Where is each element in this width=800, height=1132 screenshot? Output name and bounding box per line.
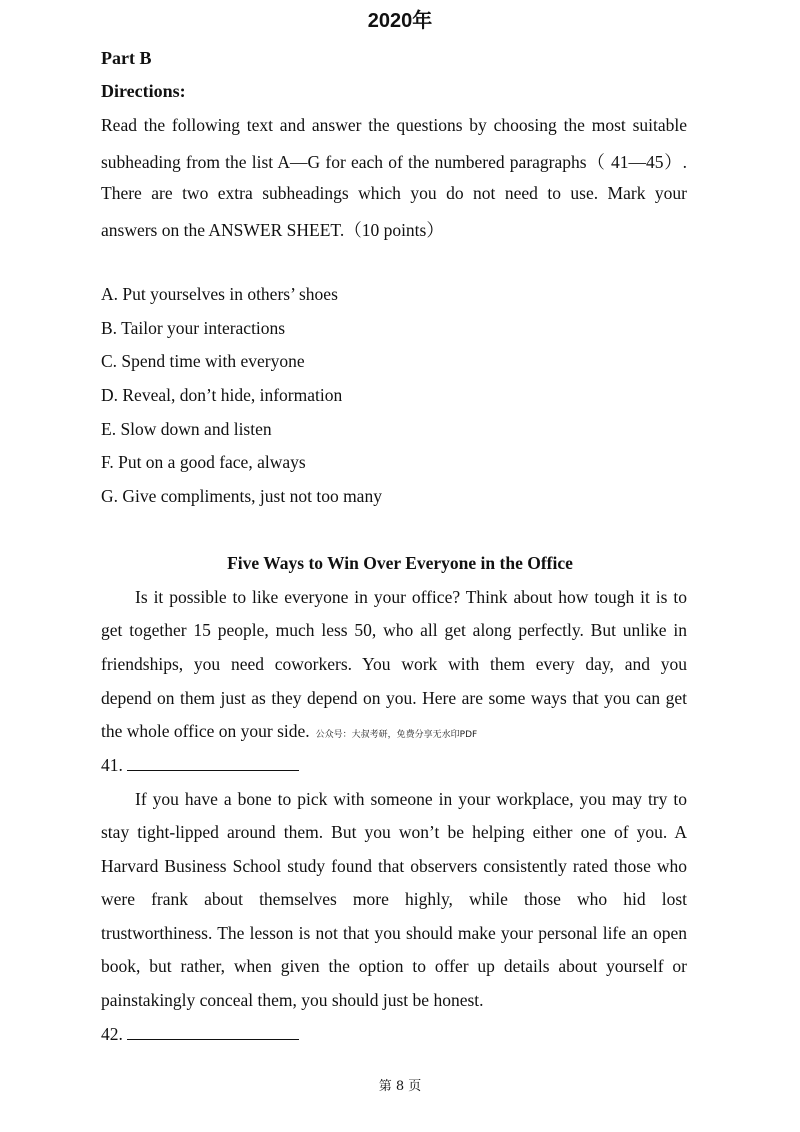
intro-text: the whole office on your side. [101, 721, 310, 741]
directions-line: subheading from the list A—G for each of the numbered paragraphs（ 41—45）. [101, 152, 687, 172]
article-title: Five Ways to Win Over Everyone in the Office [227, 553, 573, 573]
option-d: D. Reveal, don’t hide, information [101, 385, 343, 405]
paragraph-line: If you have a bone to pick with someone in your workplace, you may try to [135, 789, 687, 809]
intro-line: Is it possible to like everyone in your office? Think about how tough it is to [135, 587, 687, 607]
paragraph-line: stay tight-lipped around them. But you won’t be helping either one of you. A [101, 822, 687, 842]
question-42 [101, 1024, 299, 1045]
directions-heading: Directions: [101, 81, 186, 101]
part-heading: Part B [101, 48, 152, 68]
page-number: 第 8 页 [378, 1079, 422, 1094]
watermark-text: 公众号：大叔考研，免费分享无水印PDF [315, 730, 478, 740]
option-e: E. Slow down and listen [101, 419, 272, 439]
intro-line: get together 15 people, much less 50, who all get along perfectly. But unlike in [101, 620, 687, 640]
paragraph-line: painstakingly conceal them, you should just be honest. [101, 990, 484, 1010]
intro-line: friendships, you need coworkers. You work with them every day, and you [101, 654, 687, 674]
question-number: 42. [101, 1024, 123, 1044]
answer-blank[interactable] [127, 756, 299, 771]
option-g: G. Give compliments, just not too many [101, 486, 382, 506]
intro-line: depend on them just as they depend on you. Here are some ways that you can get [101, 688, 687, 708]
paragraph-line: Harvard Business School study found that observers consistently rated those who [101, 856, 687, 876]
option-b: B. Tailor your interactions [101, 318, 286, 338]
intro-line-last [101, 721, 687, 742]
option-f: F. Put on a good face, always [101, 452, 306, 472]
question-number: 41. [101, 755, 123, 775]
directions-line: There are two extra subheadings which you do not need to use. Mark your [101, 183, 687, 203]
answer-blank[interactable] [127, 1025, 299, 1040]
year-header: 2020年 [367, 10, 433, 32]
directions-line: Read the following text and answer the questions by choosing the most suitable [101, 115, 687, 135]
paragraph-line: were frank about themselves more highly, while those who hid lost [101, 889, 687, 909]
paragraph-line: book, but rather, when given the option to offer up details about yourself or [101, 956, 687, 976]
option-a: A. Put yourselves in others’ shoes [101, 284, 338, 304]
paragraph-line: trustworthiness. The lesson is not that you should make your personal life an open [101, 923, 687, 943]
question-41 [101, 755, 299, 776]
option-c: C. Spend time with everyone [101, 351, 305, 371]
directions-line: answers on the ANSWER SHEET.（10 points） [101, 220, 444, 240]
